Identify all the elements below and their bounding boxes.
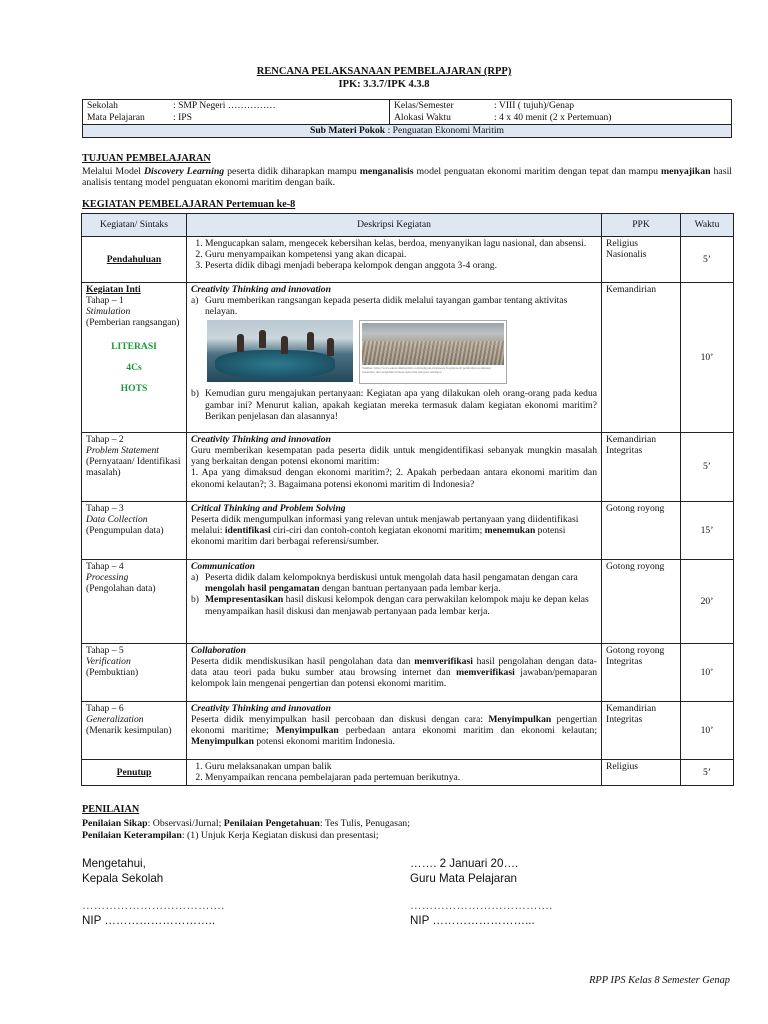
tahap-6-en: Generalization (86, 714, 144, 726)
keterampilan-label: Penilaian Keterampilan (82, 830, 182, 841)
tahap-3-bold-1: identifikasi (224, 525, 271, 537)
fisherman-figure (307, 332, 314, 350)
tahap-3-desc (187, 502, 602, 560)
tahap-4-label: Tahap – 4 (86, 561, 124, 572)
tahap-3-text-2: ciri-ciri dan contoh-contoh kegiatan ekonomi maritim; (270, 525, 485, 537)
tujuan-model: Discovery Learning (143, 166, 225, 177)
stage-tahap-2 (82, 433, 187, 502)
tahap-3-text-3: potensi ekonomi maritim dari berbagai referensi/sumber. (191, 525, 566, 548)
header-waktu: Waktu (681, 214, 734, 237)
tahap-6-heading: Creativity Thinking and innovation (191, 703, 331, 714)
fisherman-figure (237, 334, 244, 352)
ppk-tahap-2: Kemandirian Integritas (602, 433, 681, 502)
tahap-5-desc (187, 644, 602, 702)
tahap-4-b-text: hasil diskusi kelompok dengan cara perwakilan kelompok maju ke depan kelas menyampaikan hasil diskusi dan menjawab pertanyaan pada lembar kerja. (205, 594, 589, 617)
page-footer: RPP IPS Kelas 8 Semester Genap (589, 975, 730, 986)
stage-penutup: Penutup (82, 760, 187, 786)
drying-fish-image (362, 323, 504, 365)
fisherman-figure (327, 338, 334, 356)
tujuan-text-4: hasil analisis tentang model penguatan ekonomi maritim dengan baik. (82, 166, 733, 189)
document-title (0, 66, 768, 91)
waktu-tahap-3: 15’ (681, 502, 734, 560)
tahap-5-text-3: jawaban/pemaparan kelompok lain mengenai pengertian dan potensi ekonomi maritim. (191, 667, 597, 690)
title-line-2: IPK: 3.3.7/IPK 4.3.8 (338, 78, 430, 90)
mapel-value: : IPS (173, 112, 192, 124)
tahap-1-en: Stimulation (86, 306, 131, 318)
row-tahap-4 (82, 560, 734, 644)
tahap-2-heading: Creativity Thinking and innovation (191, 434, 331, 445)
waktu-tahap-6: 10’ (681, 702, 734, 760)
tahap-1-label: Tahap – 1 (86, 295, 124, 307)
tahap-4-a-text-1: Peserta didik dalam kelompoknya berdiskusi untuk mengolah data hasil pengamatan dengan cara (205, 572, 578, 584)
tujuan-verb-2: menyajikan (661, 166, 711, 177)
penutup-desc (187, 760, 602, 786)
pendahuluan-item: 3. Peserta didik dibagi menjadi beberapa kelompok dengan anggota 3-4 orang. (205, 260, 597, 271)
stage-tahap-1 (82, 283, 187, 433)
ppk-tahap-3: Gotong royong (602, 502, 681, 560)
tahap-3-id: (Pengumpulan data) (86, 525, 164, 537)
fishing-net-shape (215, 350, 335, 378)
image-caption: Sumber: http://www.ekonomimaritim.com/nelayan-indonesia Kegiatan di pelabuhan perikanan nusantara dan penjemuran ikan asin oleh nelayan setempat (362, 366, 491, 375)
sikap-value: : Observasi/Jurnal; (147, 818, 224, 829)
tahap-6-id: (Menarik kesimpulan) (86, 725, 172, 737)
tahap-2-desc (187, 433, 602, 502)
literasi-label: LITERASI (111, 340, 157, 352)
row-tahap-3 (82, 502, 734, 560)
ppk-tahap-4: Gotong royong (602, 560, 681, 644)
waktu-tahap-4: 20’ (681, 560, 734, 644)
tujuan-paragraph (82, 166, 732, 189)
tahap-6-text-2: pengertian ekonomi maritime; (191, 714, 597, 737)
waktu-pendahuluan: 5’ (681, 237, 734, 283)
pendahuluan-item: 2. Guru menyampaikan kompetensi yang akan dicapai. (205, 249, 597, 260)
kepala-sekolah-label: Kepala Sekolah (82, 872, 164, 886)
sekolah-label: Sekolah (83, 100, 170, 113)
stage-tahap-5 (82, 644, 187, 702)
guru-label: Guru Mata Pelajaran (410, 872, 517, 886)
pendahuluan-desc (187, 237, 602, 283)
sikap-label: Penilaian Sikap (82, 818, 148, 829)
signature-right (410, 856, 552, 928)
date-line: ……. 2 Januari 20…. (410, 857, 519, 870)
kelas-label: Kelas/Semester (390, 100, 491, 113)
tahap-2-en: Problem Statement (86, 445, 159, 457)
sub-materi-value: : Penguatan Ekonomi Maritim (387, 125, 505, 137)
tahap-5-bold-1: memverifikasi (414, 656, 473, 668)
row-penutup (82, 760, 734, 786)
tahap-6-text-1: Peserta didik menyimpulkan hasil percobaan dan diskusi dengan cara: (191, 714, 489, 726)
waktu-value: : 4 x 40 menit (2 x Pertemuan) (490, 112, 732, 125)
penutup-item: 2. Menyampaikan rencana pembelajaran pada pertemuan berikutnya. (205, 772, 597, 783)
tahap-4-a-text-2: dengan bantuan pertanyaan pada lembar kerja. (319, 583, 501, 595)
tahap-5-bold-2: memverifikasi (456, 667, 515, 679)
item-marker-b: b) (191, 388, 199, 400)
tujuan-heading: TUJUAN PEMBELAJARAN (82, 153, 211, 164)
waktu-tahap-1: 10’ (681, 283, 734, 433)
row-tahap-1 (82, 283, 734, 433)
stage-tahap-3 (82, 502, 187, 560)
tahap-2-questions: 1. Apa yang dimaksud dengan ekonomi maritim?; 2. Apakah perbedaan antara ekonomi maritim dan ekonomi kelautan?; 3. Bagaimana potensi ekonomi maritim di Indonesia? (191, 467, 597, 490)
waktu-penutup: 5’ (681, 760, 734, 786)
waktu-label: Alokasi Waktu (390, 112, 491, 125)
row-pendahuluan (82, 237, 734, 283)
hots-label: HOTS (120, 382, 148, 394)
pengetahuan-label: Penilaian Pengetahuan (223, 818, 320, 829)
tahap-6-bold-3: Menyimpulkan (191, 736, 254, 748)
tahap-3-text-1: Peserta didik mengumpulkan informasi yang relevan untuk menjawab pertanyaan yang diidentifikasi melalui: (191, 514, 579, 537)
tahap-2-label: Tahap – 2 (86, 434, 124, 445)
tahap-2-id: (Pernyataan/ Identifikasi masalah) (86, 456, 181, 479)
tahap-6-bold-1: Menyimpulkan (488, 714, 552, 726)
tahap-4-desc (187, 560, 602, 644)
fisherman-figure (259, 330, 266, 348)
tahap-1-id: (Pemberian rangsangan) (86, 317, 180, 329)
tahap-5-en: Verification (86, 656, 131, 668)
keterampilan-value: : (1) Unjuk Kerja Kegiatan diskusi dan presentasi; (181, 830, 379, 841)
header-deskripsi: Deskripsi Kegiatan (187, 214, 602, 237)
kegiatan-heading: KEGIATAN PEMBELAJARAN Pertemuan ke-8 (82, 199, 296, 210)
stage-pendahuluan: Pendahuluan (82, 237, 187, 283)
tujuan-text-2: peserta didik diharapkan mampu (224, 166, 360, 177)
fisherman-figure (281, 336, 288, 354)
stimulus-images (207, 320, 597, 384)
tahap-4-heading: Communication (191, 561, 255, 572)
tahap-5-label: Tahap – 5 (86, 645, 124, 656)
sub-materi-row (83, 125, 732, 138)
tahap-6-text-3: perbedaan antara ekonomi maritim dan ekonomi kelautan; (338, 725, 598, 737)
ppk-penutup: Religius (602, 760, 681, 786)
ppk-tahap-5: Gotong royong Integritas (602, 644, 681, 702)
fishermen-photo (207, 320, 353, 382)
tahap-6-label: Tahap – 6 (86, 703, 124, 714)
ppk-pendahuluan: Religius Nasionalis (602, 237, 681, 283)
waktu-tahap-5: 10’ (681, 644, 734, 702)
tahap-3-en: Data Collection (86, 514, 148, 526)
tahap-5-heading: Collaboration (191, 645, 246, 656)
tujuan-text-1: Melalui Model (82, 166, 144, 177)
nip-kepala-sekolah: NIP ……………………….. (82, 914, 216, 928)
tahap-4-id: (Pengolahan data) (86, 583, 156, 595)
tahap-6-bold-2: Menyimpulkan (275, 725, 339, 737)
item-marker-a: a) (191, 572, 199, 584)
4cs-label: 4Cs (126, 361, 142, 373)
penilaian-heading: PENILAIAN (82, 804, 140, 815)
stage-tahap-6 (82, 702, 187, 760)
tahap-3-bold-2: menemukan (484, 525, 536, 537)
tahap-5-text-1: Peserta didik mendiskusikan hasil pengolahan data dan (191, 656, 415, 668)
pengetahuan-value: : Tes Tulis, Penugasan; (319, 818, 410, 829)
activity-table (81, 213, 734, 786)
tahap-1-heading: Creativity Thinking and innovation (191, 284, 331, 295)
tahap-6-desc (187, 702, 602, 760)
drying-fish-photo (359, 320, 507, 384)
nip-guru: NIP ……………………... (410, 914, 535, 928)
row-tahap-2 (82, 433, 734, 502)
title-line-1: RENCANA PELAKSANAAN PEMBELAJARAN (RPP) (256, 66, 512, 77)
row-tahap-5 (82, 644, 734, 702)
pendahuluan-item: 1. Mengucapkan salam, mengecek kebersihan kelas, berdoa, menyanyikan lagu nasional, dan absensi. (205, 238, 597, 249)
tahap-4-b-bold: Mempresentasikan (205, 594, 284, 606)
waktu-tahap-2: 5’ (681, 433, 734, 502)
mengetahui-label: Mengetahui, (82, 857, 146, 870)
sekolah-value: : SMP Negeri …………… (169, 100, 390, 113)
mapel-label: Mata Pelajaran (83, 112, 170, 125)
penilaian-line-2 (82, 830, 379, 841)
tahap-1-item-a: Guru memberikan rangsangan kepada peserta didik melalui tayangan gambar tentang aktivitas nelayan. (205, 295, 568, 318)
penilaian-line-1 (82, 818, 410, 829)
sub-materi-label: Sub Materi Pokok (309, 125, 386, 137)
tahap-4-a-bold: mengolah hasil pengamatan (205, 583, 320, 595)
row-tahap-6 (82, 702, 734, 760)
stage-tahap-4 (82, 560, 187, 644)
tujuan-verb-1: menganalisis (359, 166, 414, 177)
ppk-tahap-6: Kemandirian Integritas (602, 702, 681, 760)
tahap-6-text-4: potensi ekonomi maritim Indonesia. (253, 736, 395, 748)
identity-table (82, 99, 732, 138)
header-ppk: PPK (602, 214, 681, 237)
item-marker-b: b) (191, 594, 199, 606)
header-kegiatan: Kegiatan/ Sintaks (82, 214, 187, 237)
signature-line: ………………………………. (410, 899, 553, 913)
stage-kegiatan-inti: Kegiatan Inti (86, 284, 141, 295)
tahap-1-item-b: Kemudian guru mengajukan pertanyaan: Kegiatan apa yang dilakukan oleh orang-orang pada kedua gambar ini? Menurut kalian, apakah kegiatan mereka termasuk dalam kegiatan ekonomi maritim? Berikan penjelasan dan alasannya! (205, 388, 597, 422)
tujuan-text-3: model penguatan ekonomi maritim dengan tepat dan mampu (413, 166, 662, 177)
tahap-4-en: Processing (86, 572, 129, 584)
penutup-item: 1. Guru melaksanakan umpan balik (205, 761, 597, 772)
item-marker-a: a) (191, 295, 199, 307)
tahap-1-desc (187, 283, 602, 433)
signature-left (82, 856, 224, 928)
tahap-3-label: Tahap – 3 (86, 503, 124, 514)
tahap-3-heading: Critical Thinking and Problem Solving (191, 503, 346, 514)
tahap-2-text: Guru memberikan kesempatan pada peserta didik untuk mengidentifikasi sebanyak mungkin masalah yang berkaitan dengan potensi ekonomi maritim: (191, 445, 597, 468)
ppk-tahap-1: Kemandirian (602, 283, 681, 433)
tahap-5-id: (Pembuktian) (86, 667, 139, 679)
signature-line: ………………………………. (82, 899, 225, 913)
kelas-value: : VIII ( tujuh)/Genap (490, 100, 732, 113)
tahap-5-text-2: hasil pengolahan dengan data-data atau teori pada buku sumber atau browsing internet dan (191, 656, 597, 679)
